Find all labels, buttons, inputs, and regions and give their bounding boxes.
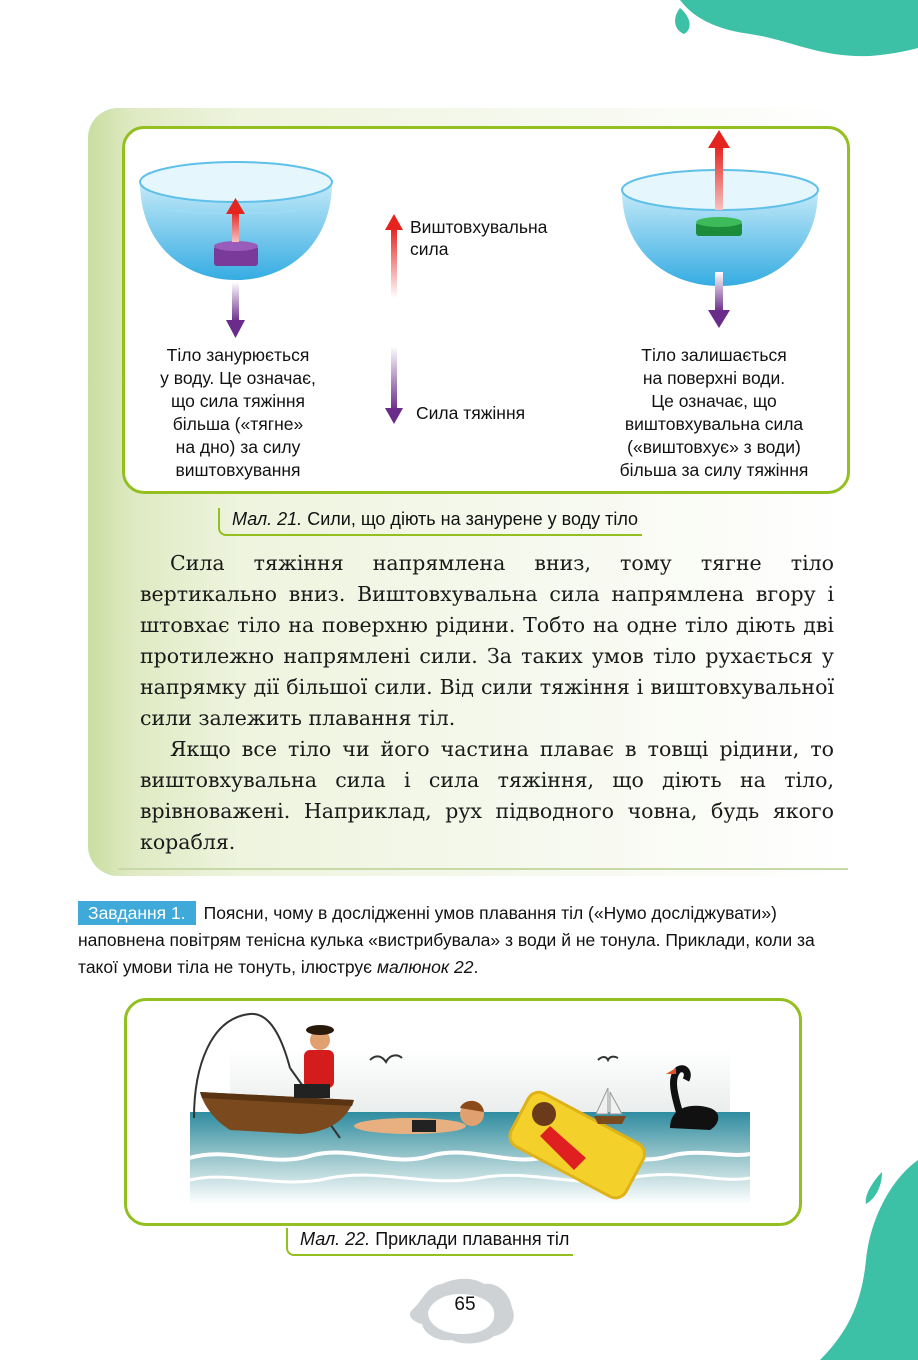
floating-examples-illustration bbox=[190, 1008, 750, 1204]
floating-body-bowl-illustration bbox=[620, 128, 820, 332]
paragraph: Сила тяжіння напрямлена вниз, тому тягне тіло вертикально вниз. Виштовхувальна сила напрямлена вгору і штовхає тіло на поверхню рідини. Тобто на одне тіло діють дві протилежно напрямлені сили. За таких умов тіло рухається у напрямку дії більшої сили. Від сили тяжіння і виштовхувальної сили залежить плавання тіл. bbox=[140, 551, 834, 730]
figure-22-caption-text: Приклади плавання тіл bbox=[375, 1229, 570, 1249]
task-text-end: . bbox=[473, 957, 479, 977]
description-line: («виштовхує» з води) bbox=[627, 437, 801, 457]
figure-22-label: Мал. 22. bbox=[300, 1229, 371, 1249]
description-line: на поверхні води. bbox=[642, 368, 786, 388]
figure-21-label: Мал. 21. bbox=[232, 509, 303, 529]
task-figure-reference: малюнок 22 bbox=[376, 957, 474, 977]
description-line: Тіло занурюється bbox=[166, 345, 310, 365]
gravity-force-arrow-icon bbox=[384, 346, 404, 426]
legend-buoyant-line-2: сила bbox=[410, 239, 449, 259]
task-1 bbox=[78, 900, 846, 981]
sinking-body-bowl-illustration bbox=[136, 156, 336, 341]
description-line: що сила тяжіння bbox=[170, 391, 306, 411]
figure-22-caption bbox=[286, 1228, 573, 1256]
description-line: на дно) за силу bbox=[175, 437, 301, 457]
body-text bbox=[140, 548, 834, 858]
description-line: Тіло залишається bbox=[641, 345, 787, 365]
description-line: більша («тягне» bbox=[172, 414, 304, 434]
teal-corner-decoration bbox=[640, 0, 918, 80]
floating-body-description bbox=[596, 344, 832, 482]
description-line: більша за силу тяжіння bbox=[619, 460, 809, 480]
page-number: 65 bbox=[454, 1294, 476, 1315]
figure-21-caption bbox=[218, 508, 642, 536]
figure-21-caption-text: Сили, що діють на занурене у воду тіло bbox=[307, 509, 639, 529]
panel-divider bbox=[118, 868, 848, 870]
sinking-body-description bbox=[128, 344, 348, 482]
teal-corner-decoration-bottom bbox=[820, 1160, 918, 1360]
legend-buoyant-line-1: Виштовхувальна bbox=[410, 217, 548, 237]
task-text: Поясни, чому в дослідженні умов плавання тіл («Нумо досліджувати») наповнена повітрям тенісна кулька «вистрибувала» з води й не тонула. Приклади, коли за такої умови тіла не тонуть, ілюструє bbox=[78, 903, 815, 977]
legend-gravity-force: Сила тяжіння bbox=[416, 403, 526, 423]
task-badge: Завдання 1. bbox=[78, 901, 196, 925]
description-line: Це означає, що bbox=[651, 391, 777, 411]
description-line: виштовхувальна сила bbox=[624, 414, 804, 434]
description-line: у воду. Це означає, bbox=[160, 368, 316, 388]
description-line: виштовхування bbox=[175, 460, 301, 480]
legend-buoyant-force bbox=[410, 216, 547, 260]
buoyant-force-arrow-icon bbox=[384, 214, 404, 298]
paragraph: Якщо все тіло чи його частина плаває в товщі рідини, то виштовхувальна сила і сила тяжіння, що діють на тіло, врівноважені. Наприклад, рух підводного човна, будь якого корабля. bbox=[140, 737, 834, 854]
